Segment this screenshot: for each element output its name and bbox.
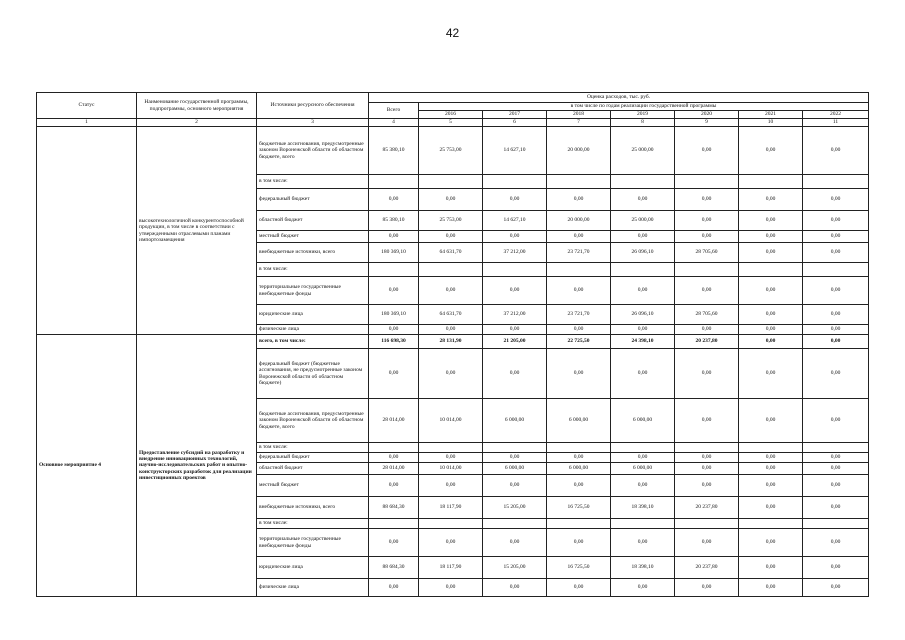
source-cell: федеральный бюджет [257, 189, 369, 211]
year-value-cell: 37 212,00 [483, 243, 547, 263]
year-value-cell: 0,00 [739, 211, 803, 231]
year-value-cell: 64 631,70 [419, 305, 483, 325]
year-value-cell: 0,00 [483, 325, 547, 335]
source-cell: местный бюджет [257, 231, 369, 243]
total-value-cell: 0,00 [369, 529, 419, 557]
year-value-cell [419, 175, 483, 189]
year-value-cell: 0,00 [419, 277, 483, 305]
year-value-cell: 6 000,00 [483, 463, 547, 475]
year-value-cell: 0,00 [803, 305, 869, 325]
year-value-cell: 0,00 [803, 463, 869, 475]
year-value-cell: 0,00 [483, 189, 547, 211]
year-value-cell [675, 519, 739, 529]
year-value-cell: 0,00 [739, 335, 803, 349]
year-value-cell: 0,00 [547, 453, 611, 463]
source-cell: внебюджетные источники, всего [257, 497, 369, 519]
total-value-cell: 88 684,30 [369, 557, 419, 579]
source-cell: бюджетные ассигнования, предусмотренные законом Воронежской области об областном бюджете, всего [257, 399, 369, 443]
year-value-cell: 26 096,10 [611, 243, 675, 263]
year-value-cell: 25 000,00 [611, 127, 675, 175]
year-value-cell [803, 443, 869, 453]
table-row [37, 335, 869, 349]
year-value-cell: 0,00 [419, 453, 483, 463]
year-value-cell [611, 519, 675, 529]
year-value-cell: 37 212,00 [483, 305, 547, 325]
year-value-cell: 0,00 [803, 277, 869, 305]
year-value-cell: 6 000,00 [483, 399, 547, 443]
year-value-cell: 0,00 [547, 231, 611, 243]
column-number: 8 [611, 119, 675, 127]
year-value-cell [419, 519, 483, 529]
column-number: 10 [739, 119, 803, 127]
header-year: 2019 [611, 111, 675, 119]
year-value-cell: 6 000,00 [547, 463, 611, 475]
page-number: 42 [445, 26, 460, 40]
year-value-cell: 26 096,10 [611, 305, 675, 325]
year-value-cell: 0,00 [547, 325, 611, 335]
year-value-cell: 0,00 [739, 243, 803, 263]
year-value-cell: 18 117,90 [419, 557, 483, 579]
year-value-cell: 0,00 [803, 325, 869, 335]
column-number: 4 [369, 119, 419, 127]
source-cell: федеральный бюджет (бюджетные ассигнования, не предусмотренные законом Воронежской области об областном бюджете) [257, 349, 369, 399]
column-number: 11 [803, 119, 869, 127]
year-value-cell: 0,00 [803, 349, 869, 399]
year-value-cell: 0,00 [675, 127, 739, 175]
year-value-cell: 6 000,00 [611, 463, 675, 475]
total-value-cell: 0,00 [369, 189, 419, 211]
year-value-cell [483, 443, 547, 453]
status-cell: Основное мероприятие 4 [37, 335, 137, 597]
header-year: 2021 [739, 111, 803, 119]
year-value-cell: 0,00 [483, 349, 547, 399]
year-value-cell: 0,00 [675, 211, 739, 231]
year-value-cell: 0,00 [803, 529, 869, 557]
year-value-cell: 18 398,10 [611, 497, 675, 519]
year-value-cell: 20 000,00 [547, 211, 611, 231]
year-value-cell: 0,00 [483, 475, 547, 497]
year-value-cell: 0,00 [675, 349, 739, 399]
total-value-cell: 0,00 [369, 325, 419, 335]
column-number: 9 [675, 119, 739, 127]
total-value-cell: 88 684,30 [369, 497, 419, 519]
year-value-cell: 0,00 [739, 463, 803, 475]
year-value-cell: 0,00 [675, 453, 739, 463]
total-value-cell: 0,00 [369, 475, 419, 497]
year-value-cell: 0,00 [419, 325, 483, 335]
year-value-cell: 10 014,00 [419, 463, 483, 475]
column-number: 2 [137, 119, 257, 127]
year-value-cell: 0,00 [675, 399, 739, 443]
source-cell: территориальные государственные внебюджетные фонды [257, 277, 369, 305]
year-value-cell [611, 175, 675, 189]
year-value-cell: 0,00 [419, 189, 483, 211]
year-value-cell: 0,00 [419, 231, 483, 243]
year-value-cell: 0,00 [675, 475, 739, 497]
year-value-cell: 0,00 [483, 453, 547, 463]
year-value-cell: 0,00 [547, 277, 611, 305]
header-source: Источники ресурсного обеспечения [257, 93, 369, 119]
year-value-cell: 20 000,00 [547, 127, 611, 175]
year-value-cell: 28 705,60 [675, 305, 739, 325]
total-value-cell [369, 263, 419, 277]
budget-table [36, 92, 869, 597]
year-value-cell [483, 519, 547, 529]
year-value-cell: 23 721,70 [547, 305, 611, 325]
column-number: 6 [483, 119, 547, 127]
program-name-cell: Предоставление субсидий на разработку и внедрение инновационных технологий, научно-исследовательских работ и опытно-конструкторских разработок для реализации инвестиционных проектов [137, 335, 257, 597]
year-value-cell: 6 000,00 [547, 399, 611, 443]
source-cell: федеральный бюджет [257, 453, 369, 463]
total-value-cell: 180 369,10 [369, 305, 419, 325]
year-value-cell: 0,00 [739, 475, 803, 497]
total-value-cell [369, 519, 419, 529]
year-value-cell: 25 753,00 [419, 211, 483, 231]
year-value-cell: 0,00 [803, 557, 869, 579]
year-value-cell [483, 263, 547, 277]
year-value-cell: 0,00 [739, 325, 803, 335]
year-value-cell [675, 443, 739, 453]
year-value-cell: 0,00 [675, 463, 739, 475]
source-cell: физические лица [257, 325, 369, 335]
column-number: 3 [257, 119, 369, 127]
source-cell: юридические лица [257, 305, 369, 325]
year-value-cell: 24 398,10 [611, 335, 675, 349]
total-value-cell: 85 380,10 [369, 127, 419, 175]
year-value-cell: 0,00 [803, 335, 869, 349]
year-value-cell: 0,00 [547, 189, 611, 211]
column-number: 1 [37, 119, 137, 127]
year-value-cell [419, 263, 483, 277]
total-value-cell: 180 369,10 [369, 243, 419, 263]
header-name: Наименование государственной программы, подпрограммы, основного мероприятия [137, 93, 257, 119]
year-value-cell: 0,00 [675, 277, 739, 305]
year-value-cell: 0,00 [675, 325, 739, 335]
header-estimate: Оценка расходов, тыс. руб. [369, 93, 869, 103]
year-value-cell: 0,00 [547, 475, 611, 497]
year-value-cell: 0,00 [739, 189, 803, 211]
year-value-cell: 0,00 [803, 189, 869, 211]
total-value-cell: 0,00 [369, 277, 419, 305]
year-value-cell: 0,00 [483, 579, 547, 597]
year-value-cell: 0,00 [675, 529, 739, 557]
year-value-cell [611, 263, 675, 277]
year-value-cell: 0,00 [739, 399, 803, 443]
year-value-cell [547, 175, 611, 189]
year-value-cell: 0,00 [483, 277, 547, 305]
year-value-cell: 0,00 [803, 231, 869, 243]
year-value-cell: 18 117,90 [419, 497, 483, 519]
year-value-cell: 0,00 [803, 211, 869, 231]
table-row [37, 127, 869, 175]
year-value-cell: 0,00 [419, 475, 483, 497]
year-value-cell [611, 443, 675, 453]
year-value-cell [675, 263, 739, 277]
total-value-cell [369, 175, 419, 189]
year-value-cell: 20 237,80 [675, 557, 739, 579]
year-value-cell [419, 443, 483, 453]
total-value-cell: 28 014,00 [369, 399, 419, 443]
header-year: 2020 [675, 111, 739, 119]
total-value-cell: 0,00 [369, 453, 419, 463]
year-value-cell: 0,00 [803, 475, 869, 497]
year-value-cell: 6 000,00 [611, 399, 675, 443]
source-cell: бюджетные ассигнования, предусмотренные законом Воронежской области об областном бюджете, всего [257, 127, 369, 175]
year-value-cell: 16 725,50 [547, 497, 611, 519]
header-year: 2022 [803, 111, 869, 119]
year-value-cell: 15 205,00 [483, 497, 547, 519]
year-value-cell: 18 398,10 [611, 557, 675, 579]
year-value-cell: 0,00 [803, 579, 869, 597]
year-value-cell: 0,00 [419, 349, 483, 399]
year-value-cell [803, 519, 869, 529]
year-value-cell: 20 237,80 [675, 497, 739, 519]
source-cell: территориальные государственные внебюджетные фонды [257, 529, 369, 557]
year-value-cell: 0,00 [547, 349, 611, 399]
source-cell: в том числе: [257, 263, 369, 277]
year-value-cell: 0,00 [803, 453, 869, 463]
total-value-cell: 0,00 [369, 579, 419, 597]
year-value-cell: 0,00 [547, 529, 611, 557]
source-cell: внебюджетные источники, всего [257, 243, 369, 263]
year-value-cell: 0,00 [739, 453, 803, 463]
year-value-cell: 28 131,90 [419, 335, 483, 349]
year-value-cell: 0,00 [675, 579, 739, 597]
year-value-cell: 14 627,10 [483, 211, 547, 231]
year-value-cell: 0,00 [611, 277, 675, 305]
year-value-cell: 25 000,00 [611, 211, 675, 231]
year-value-cell: 0,00 [739, 277, 803, 305]
column-number: 5 [419, 119, 483, 127]
year-value-cell [547, 263, 611, 277]
year-value-cell: 0,00 [483, 529, 547, 557]
year-value-cell: 28 705,60 [675, 243, 739, 263]
source-cell: местный бюджет [257, 475, 369, 497]
year-value-cell: 22 725,50 [547, 335, 611, 349]
year-value-cell [739, 443, 803, 453]
year-value-cell: 0,00 [739, 497, 803, 519]
total-value-cell: 0,00 [369, 231, 419, 243]
year-value-cell: 0,00 [611, 529, 675, 557]
year-value-cell [483, 175, 547, 189]
total-value-cell: 85 380,10 [369, 211, 419, 231]
year-value-cell: 0,00 [675, 189, 739, 211]
year-value-cell: 0,00 [611, 189, 675, 211]
year-value-cell: 0,00 [611, 475, 675, 497]
header-total: Всего [369, 103, 419, 119]
year-value-cell: 0,00 [739, 557, 803, 579]
year-value-cell: 0,00 [739, 127, 803, 175]
year-value-cell: 0,00 [739, 529, 803, 557]
column-number: 7 [547, 119, 611, 127]
total-value-cell: 0,00 [369, 349, 419, 399]
year-value-cell: 0,00 [739, 231, 803, 243]
year-value-cell: 0,00 [419, 529, 483, 557]
year-value-cell: 0,00 [611, 349, 675, 399]
year-value-cell: 0,00 [611, 231, 675, 243]
year-value-cell: 15 205,00 [483, 557, 547, 579]
year-value-cell: 14 627,10 [483, 127, 547, 175]
total-value-cell: 116 698,30 [369, 335, 419, 349]
status-cell [37, 127, 137, 335]
year-value-cell [739, 263, 803, 277]
year-value-cell: 0,00 [739, 579, 803, 597]
year-value-cell: 0,00 [675, 231, 739, 243]
year-value-cell: 0,00 [803, 127, 869, 175]
year-value-cell: 10 014,00 [419, 399, 483, 443]
source-cell: юридические лица [257, 557, 369, 579]
source-cell: областной бюджет [257, 463, 369, 475]
year-value-cell [803, 263, 869, 277]
source-cell: физические лица [257, 579, 369, 597]
year-value-cell [739, 519, 803, 529]
year-value-cell: 0,00 [611, 579, 675, 597]
header-year: 2017 [483, 111, 547, 119]
header-year: 2018 [547, 111, 611, 119]
source-cell: в том числе: [257, 175, 369, 189]
year-value-cell: 0,00 [739, 305, 803, 325]
year-value-cell: 20 237,80 [675, 335, 739, 349]
header-by-year: в том числе по годам реализации государственной программы [419, 103, 869, 111]
year-value-cell: 23 721,70 [547, 243, 611, 263]
total-value-cell [369, 443, 419, 453]
source-cell: всего, в том числе: [257, 335, 369, 349]
year-value-cell [547, 443, 611, 453]
year-value-cell: 0,00 [419, 579, 483, 597]
header-status: Статус [37, 93, 137, 119]
year-value-cell: 25 753,00 [419, 127, 483, 175]
header-year: 2016 [419, 111, 483, 119]
year-value-cell: 16 725,50 [547, 557, 611, 579]
year-value-cell: 0,00 [611, 453, 675, 463]
source-cell: в том числе: [257, 443, 369, 453]
year-value-cell: 0,00 [803, 399, 869, 443]
year-value-cell: 0,00 [803, 243, 869, 263]
year-value-cell: 0,00 [611, 325, 675, 335]
year-value-cell [675, 175, 739, 189]
year-value-cell [739, 175, 803, 189]
source-cell: в том числе: [257, 519, 369, 529]
source-cell: областной бюджет [257, 211, 369, 231]
year-value-cell: 0,00 [739, 349, 803, 399]
total-value-cell: 28 014,00 [369, 463, 419, 475]
year-value-cell: 64 631,70 [419, 243, 483, 263]
year-value-cell: 21 205,00 [483, 335, 547, 349]
year-value-cell [803, 175, 869, 189]
program-name-cell: высокотехнологичной конкурентоспособной продукции, в том числе в соответствии с утвержденными отраслевыми планами импортозамещения [137, 127, 257, 335]
year-value-cell: 0,00 [547, 579, 611, 597]
year-value-cell: 0,00 [803, 497, 869, 519]
year-value-cell: 0,00 [483, 231, 547, 243]
year-value-cell [547, 519, 611, 529]
